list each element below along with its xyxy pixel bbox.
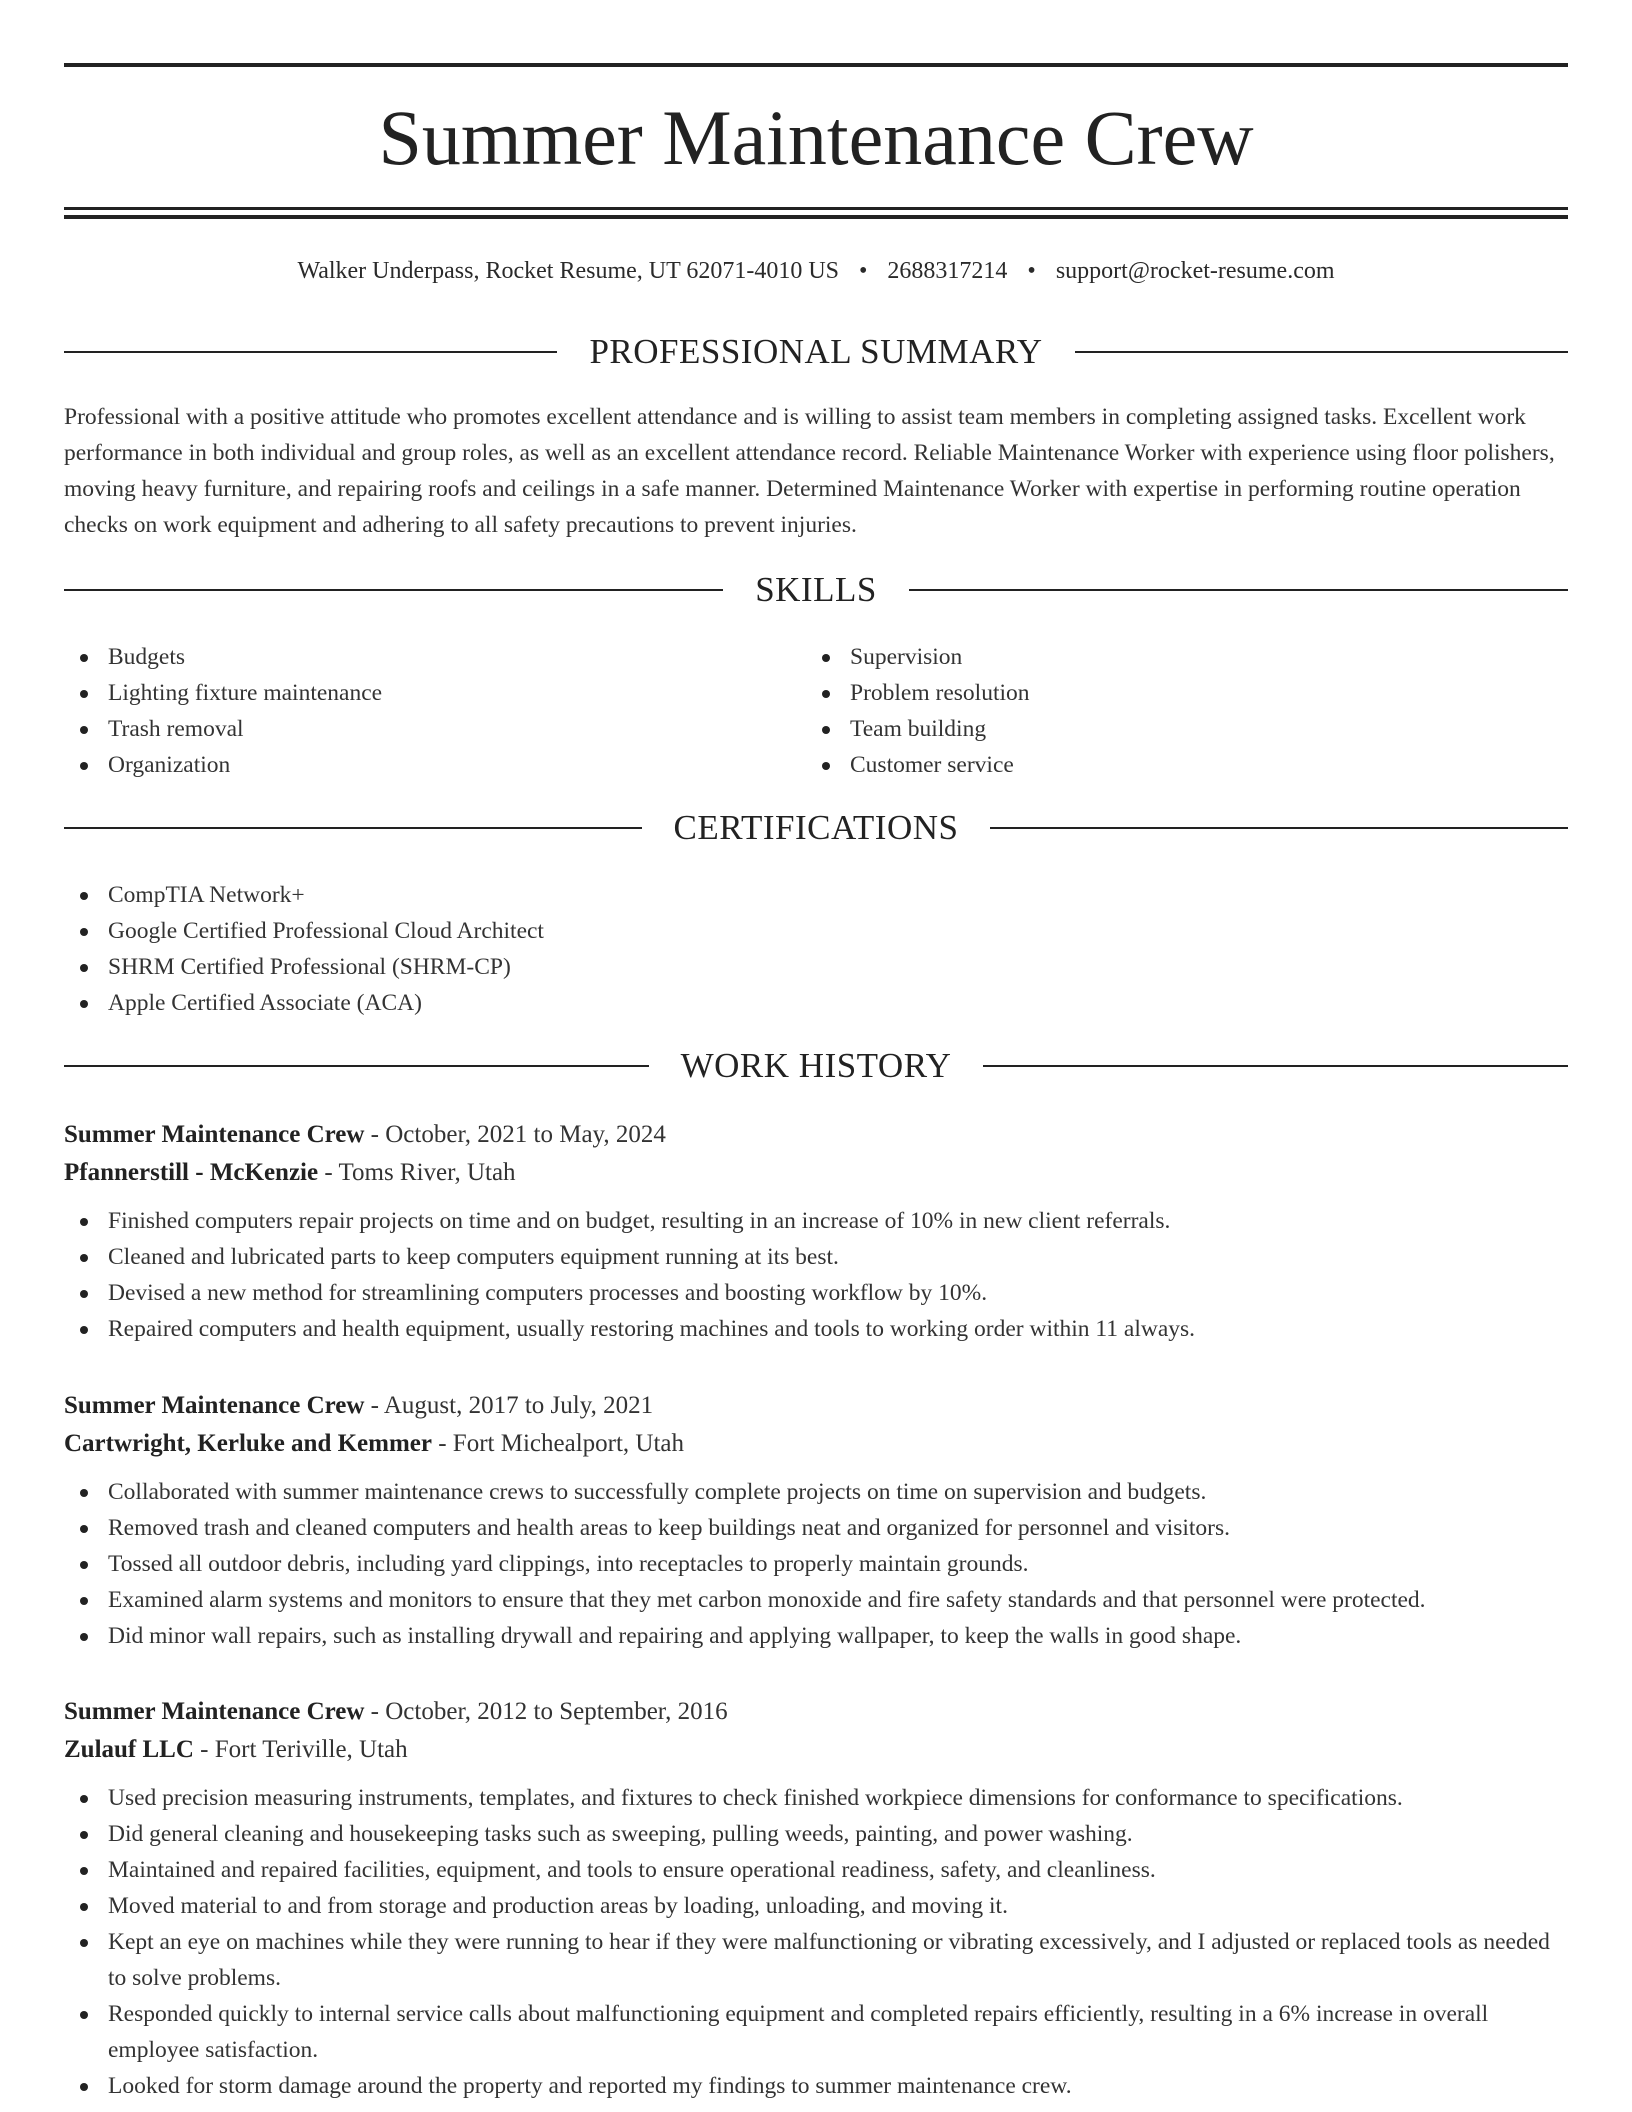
job-bullets [64, 1203, 1568, 1347]
job-entry [64, 1693, 1568, 2104]
job-bullet-item: Finished computers repair projects on time and on budget, resulting in an increase of 10% in new client referrals. [64, 1203, 1568, 1239]
contact-separator: • [859, 258, 868, 284]
job-title: Summer Maintenance Crew [64, 1698, 365, 1725]
contact-separator: • [1027, 258, 1036, 284]
job-bullet-item: Did minor wall repairs, such as installing drywall and repairing and applying wallpaper, to keep the walls in good shape. [64, 1618, 1568, 1654]
certifications-block [64, 877, 1568, 1021]
job-company: Zulauf LLC [64, 1736, 194, 1763]
header-top-rule [64, 63, 1568, 67]
job-title-line [64, 1693, 1568, 1731]
certifications-list [64, 877, 1568, 1021]
contact-address: Walker Underpass, Rocket Resume, UT 62071-4010 US [297, 258, 840, 284]
resume-name: Summer Maintenance Crew [378, 94, 1254, 181]
skill-item: Lighting fixture maintenance [64, 675, 764, 711]
certification-item: SHRM Certified Professional (SHRM-CP) [64, 949, 1568, 985]
job-bullets [64, 1474, 1568, 1654]
job-company-line [64, 1425, 1568, 1463]
section-rule-right [909, 589, 1568, 591]
job-bullet-item: Moved material to and from storage and production areas by loading, unloading, and moving it. [64, 1888, 1568, 1924]
job-location: - Fort Teriville, Utah [193, 1736, 408, 1763]
certification-item: Apple Certified Associate (ACA) [64, 985, 1568, 1021]
job-bullet-item: Did general cleaning and housekeeping tasks such as sweeping, pulling weeds, painting, and power washing. [64, 1816, 1568, 1852]
section-rule-left [64, 351, 557, 353]
skill-item: Customer service [806, 747, 1506, 783]
skill-item: Problem resolution [806, 675, 1506, 711]
job-title-line [64, 1116, 1568, 1154]
job-company: Cartwright, Kerluke and Kemmer [64, 1430, 432, 1457]
job-entry [64, 1387, 1568, 1654]
section-rule-right [990, 827, 1568, 829]
section-rule-right [983, 1065, 1568, 1067]
section-rule-left [64, 1065, 649, 1067]
job-bullet-item: Examined alarm systems and monitors to ensure that they met carbon monoxide and fire safety standards and that personnel were protected. [64, 1582, 1568, 1618]
job-bullet-item: Repaired computers and health equipment, usually restoring machines and tools to working order within 11 always. [64, 1311, 1568, 1347]
skills-column-left [64, 639, 764, 783]
skill-item: Budgets [64, 639, 764, 675]
job-bullet-item: Devised a new method for streamlining computers processes and boosting workflow by 10%. [64, 1275, 1568, 1311]
job-entry [64, 1116, 1568, 1347]
contact-phone: 2688317214 [887, 258, 1008, 284]
section-rule-left [64, 827, 642, 829]
skills-column-right [806, 639, 1506, 783]
job-bullet-item: Cleaned and lubricated parts to keep computers equipment running at its best. [64, 1239, 1568, 1275]
section-title-work-history: WORK HISTORY [680, 1046, 952, 1085]
job-bullet-item: Maintained and repaired facilities, equipment, and tools to ensure operational readiness, safety, and cleanliness. [64, 1852, 1568, 1888]
header-double-rule-upper [64, 207, 1568, 210]
job-bullets [64, 1780, 1568, 2104]
contact-line [64, 254, 1568, 288]
section-header-certifications [64, 806, 1568, 850]
job-bullet-item: Removed trash and cleaned computers and health areas to keep buildings neat and organized for personnel and visitors. [64, 1510, 1568, 1546]
skills-list-right [806, 639, 1506, 783]
section-rule-right [1075, 351, 1568, 353]
professional-summary-text: Professional with a positive attitude who promotes excellent attendance and is willing to assist team members in completing assigned tasks. Excellent work performance in both individual and group roles, as well as an excellent attendance record. Reliable Maintenance Worker with experience using floor polishers, moving heavy furniture, and repairing roofs and ceilings in a safe manner. Determined Maintenance Worker with expertise in performing routine operation checks on work equipment and adhering to all safety precautions to prevent injuries. [64, 404, 1555, 538]
job-bullet-item: Used precision measuring instruments, templates, and fixtures to check finished workpiece dimensions for conformance to specifications. [64, 1780, 1568, 1816]
skills-list-left [64, 639, 764, 783]
job-bullet-item: Kept an eye on machines while they were running to hear if they were malfunctioning or vibrating excessively, and I adjusted or replaced tools as needed to solve problems. [64, 1924, 1568, 1996]
section-title-skills: SKILLS [755, 570, 877, 609]
skill-item: Team building [806, 711, 1506, 747]
job-dates: - October, 2021 to May, 2024 [364, 1121, 666, 1148]
skill-item: Supervision [806, 639, 1506, 675]
contact-email: support@rocket-resume.com [1055, 258, 1335, 284]
section-rule-left [64, 589, 723, 591]
header-double-rule-lower [64, 215, 1568, 219]
section-title-summary: PROFESSIONAL SUMMARY [589, 332, 1043, 371]
job-bullet-item: Responded quickly to internal service calls about malfunctioning equipment and completed repairs efficiently, resulting in a 6% increase in overall employee satisfaction. [64, 1996, 1568, 2068]
certification-item: Google Certified Professional Cloud Architect [64, 913, 1568, 949]
job-company-line [64, 1154, 1568, 1192]
job-bullet-item: Tossed all outdoor debris, including yard clippings, into receptacles to properly maintain grounds. [64, 1546, 1568, 1582]
section-header-summary [64, 330, 1568, 374]
job-title-line [64, 1387, 1568, 1425]
job-bullet-item: Looked for storm damage around the property and reported my findings to summer maintenance crew. [64, 2068, 1568, 2104]
section-header-skills [64, 568, 1568, 612]
section-title-certifications: CERTIFICATIONS [673, 808, 959, 847]
job-location: - Toms River, Utah [318, 1159, 516, 1186]
job-company: Pfannerstill - McKenzie [64, 1159, 319, 1186]
section-header-work-history [64, 1044, 1568, 1088]
job-location: - Fort Michealport, Utah [431, 1430, 685, 1457]
job-dates: - October, 2012 to September, 2016 [364, 1698, 728, 1725]
job-bullet-item: Collaborated with summer maintenance crews to successfully complete projects on time on supervision and budgets. [64, 1474, 1568, 1510]
job-title: Summer Maintenance Crew [64, 1392, 365, 1419]
certification-item: CompTIA Network+ [64, 877, 1568, 913]
skill-item: Trash removal [64, 711, 764, 747]
job-company-line [64, 1731, 1568, 1769]
skill-item: Organization [64, 747, 764, 783]
job-title: Summer Maintenance Crew [64, 1121, 365, 1148]
job-dates: - August, 2017 to July, 2021 [364, 1392, 654, 1419]
